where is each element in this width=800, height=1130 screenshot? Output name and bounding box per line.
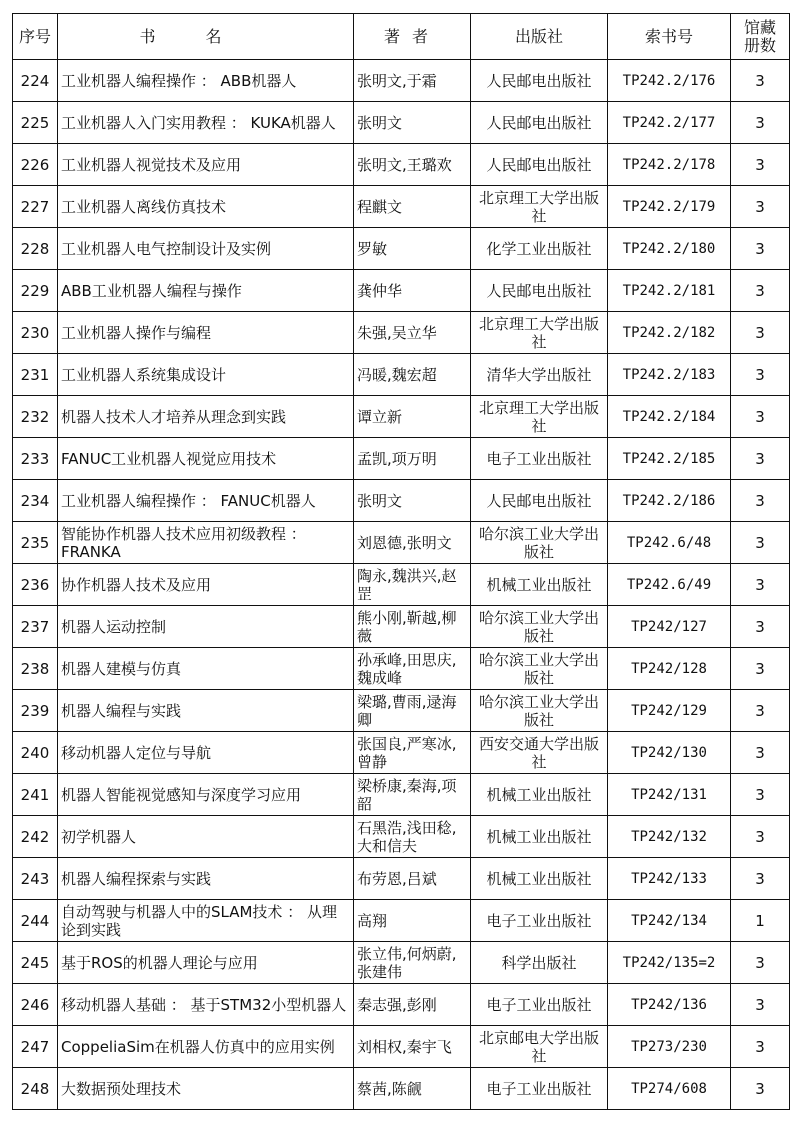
cell-publisher: 人民邮电出版社 — [471, 60, 608, 102]
cell-num: 230 — [13, 312, 58, 354]
cell-count: 3 — [731, 816, 790, 858]
cell-num: 239 — [13, 690, 58, 732]
cell-call-number: TP242.2/179 — [608, 186, 731, 228]
cell-count: 3 — [731, 102, 790, 144]
table-row — [13, 942, 790, 984]
cell-publisher: 北京理工大学出版社 — [471, 312, 608, 354]
cell-author: 谭立新 — [354, 396, 471, 438]
cell-count: 3 — [731, 522, 790, 564]
cell-publisher: 北京理工大学出版社 — [471, 396, 608, 438]
table-row — [13, 354, 790, 396]
cell-num: 228 — [13, 228, 58, 270]
cell-author: 张明文 — [354, 102, 471, 144]
cell-title: ABB工业机器人编程与操作 — [58, 270, 354, 312]
table-row — [13, 60, 790, 102]
table-row — [13, 480, 790, 522]
cell-publisher: 化学工业出版社 — [471, 228, 608, 270]
cell-count: 3 — [731, 564, 790, 606]
cell-num: 235 — [13, 522, 58, 564]
cell-call-number: TP242.2/186 — [608, 480, 731, 522]
cell-call-number: TP242.6/49 — [608, 564, 731, 606]
cell-publisher: 电子工业出版社 — [471, 984, 608, 1026]
cell-call-number: TP242.2/181 — [608, 270, 731, 312]
cell-title: 移动机器人基础 ： 基于STM32小型机器人 — [58, 984, 354, 1026]
cell-title: 移动机器人定位与导航 — [58, 732, 354, 774]
cell-count: 3 — [731, 648, 790, 690]
header-call-number: 索书号 — [608, 14, 731, 60]
cell-author: 张明文,于霜 — [354, 60, 471, 102]
cell-count: 3 — [731, 354, 790, 396]
cell-publisher: 电子工业出版社 — [471, 900, 608, 942]
cell-num: 245 — [13, 942, 58, 984]
header-publisher: 出版社 — [471, 14, 608, 60]
cell-publisher: 人民邮电出版社 — [471, 270, 608, 312]
cell-num: 225 — [13, 102, 58, 144]
cell-count: 3 — [731, 732, 790, 774]
cell-publisher: 人民邮电出版社 — [471, 480, 608, 522]
cell-title: 工业机器人视觉技术及应用 — [58, 144, 354, 186]
cell-num: 247 — [13, 1026, 58, 1068]
cell-author: 梁璐,曹雨,逯海卿 — [354, 690, 471, 732]
cell-call-number: TP242/130 — [608, 732, 731, 774]
cell-author: 孟凯,项万明 — [354, 438, 471, 480]
header-row — [13, 14, 790, 60]
cell-num: 246 — [13, 984, 58, 1026]
cell-title: 机器人运动控制 — [58, 606, 354, 648]
cell-count: 3 — [731, 858, 790, 900]
cell-call-number: TP242/133 — [608, 858, 731, 900]
cell-count: 1 — [731, 900, 790, 942]
cell-call-number: TP242.2/178 — [608, 144, 731, 186]
cell-author: 张明文,王璐欢 — [354, 144, 471, 186]
table-row — [13, 648, 790, 690]
cell-num: 224 — [13, 60, 58, 102]
cell-publisher: 电子工业出版社 — [471, 438, 608, 480]
table-row — [13, 1026, 790, 1068]
cell-call-number: TP274/608 — [608, 1068, 731, 1110]
cell-num: 232 — [13, 396, 58, 438]
cell-author: 张立伟,何炳蔚,张建伟 — [354, 942, 471, 984]
cell-count: 3 — [731, 774, 790, 816]
cell-publisher: 清华大学出版社 — [471, 354, 608, 396]
cell-publisher: 机械工业出版社 — [471, 774, 608, 816]
cell-call-number: TP242/129 — [608, 690, 731, 732]
cell-title: 基于ROS的机器人理论与应用 — [58, 942, 354, 984]
cell-call-number: TP242/132 — [608, 816, 731, 858]
table-row — [13, 816, 790, 858]
cell-author: 罗敏 — [354, 228, 471, 270]
table-row — [13, 1068, 790, 1110]
table-row — [13, 102, 790, 144]
header-author: 著者 — [354, 14, 471, 60]
cell-author: 张明文 — [354, 480, 471, 522]
cell-title: 机器人智能视觉感知与深度学习应用 — [58, 774, 354, 816]
table-row — [13, 270, 790, 312]
cell-num: 236 — [13, 564, 58, 606]
cell-author: 张国良,严寒冰,曾静 — [354, 732, 471, 774]
cell-call-number: TP242/135=2 — [608, 942, 731, 984]
cell-title: 工业机器人离线仿真技术 — [58, 186, 354, 228]
cell-call-number: TP242/134 — [608, 900, 731, 942]
cell-publisher: 西安交通大学出版社 — [471, 732, 608, 774]
cell-call-number: TP242/131 — [608, 774, 731, 816]
cell-title: 协作机器人技术及应用 — [58, 564, 354, 606]
cell-num: 229 — [13, 270, 58, 312]
table-row — [13, 522, 790, 564]
cell-num: 242 — [13, 816, 58, 858]
cell-publisher: 机械工业出版社 — [471, 858, 608, 900]
cell-num: 248 — [13, 1068, 58, 1110]
cell-author: 龚仲华 — [354, 270, 471, 312]
cell-publisher: 哈尔滨工业大学出版社 — [471, 690, 608, 732]
cell-title: 机器人技术人才培养从理念到实践 — [58, 396, 354, 438]
cell-title: 初学机器人 — [58, 816, 354, 858]
table-row — [13, 858, 790, 900]
cell-num: 243 — [13, 858, 58, 900]
cell-author: 程麒文 — [354, 186, 471, 228]
cell-author: 布劳恩,吕斌 — [354, 858, 471, 900]
cell-title: 工业机器人操作与编程 — [58, 312, 354, 354]
cell-title: 工业机器人入门实用教程 ： KUKA机器人 — [58, 102, 354, 144]
cell-author: 朱强,吴立华 — [354, 312, 471, 354]
table-row — [13, 396, 790, 438]
cell-count: 3 — [731, 480, 790, 522]
cell-count: 3 — [731, 228, 790, 270]
cell-num: 231 — [13, 354, 58, 396]
cell-call-number: TP242.2/176 — [608, 60, 731, 102]
cell-count: 3 — [731, 396, 790, 438]
cell-num: 234 — [13, 480, 58, 522]
cell-publisher: 机械工业出版社 — [471, 564, 608, 606]
cell-title: 工业机器人电气控制设计及实例 — [58, 228, 354, 270]
cell-count: 3 — [731, 312, 790, 354]
table-row — [13, 606, 790, 648]
cell-author: 熊小刚,靳越,柳薇 — [354, 606, 471, 648]
table-body — [13, 60, 790, 1110]
table-row — [13, 900, 790, 942]
header-count — [731, 14, 790, 60]
cell-call-number: TP242.6/48 — [608, 522, 731, 564]
table-row — [13, 228, 790, 270]
cell-count: 3 — [731, 942, 790, 984]
cell-call-number: TP242/136 — [608, 984, 731, 1026]
cell-num: 241 — [13, 774, 58, 816]
cell-num: 233 — [13, 438, 58, 480]
cell-num: 238 — [13, 648, 58, 690]
cell-call-number: TP242/128 — [608, 648, 731, 690]
table-row — [13, 438, 790, 480]
cell-count: 3 — [731, 270, 790, 312]
cell-title: 机器人编程与实践 — [58, 690, 354, 732]
cell-count: 3 — [731, 438, 790, 480]
cell-title: 机器人建模与仿真 — [58, 648, 354, 690]
book-catalog-table — [12, 13, 790, 1110]
cell-publisher: 科学出版社 — [471, 942, 608, 984]
cell-num: 227 — [13, 186, 58, 228]
cell-count: 3 — [731, 606, 790, 648]
cell-count: 3 — [731, 144, 790, 186]
cell-author: 梁桥康,秦海,项韶 — [354, 774, 471, 816]
table-row — [13, 144, 790, 186]
cell-count: 3 — [731, 690, 790, 732]
table-row — [13, 186, 790, 228]
cell-author: 石黑浩,浅田稔,大和信夫 — [354, 816, 471, 858]
cell-call-number: TP273/230 — [608, 1026, 731, 1068]
cell-call-number: TP242.2/185 — [608, 438, 731, 480]
cell-call-number: TP242.2/184 — [608, 396, 731, 438]
cell-title: 智能协作机器人技术应用初级教程 ： FRANKA — [58, 522, 354, 564]
cell-num: 237 — [13, 606, 58, 648]
cell-num: 226 — [13, 144, 58, 186]
table-row — [13, 984, 790, 1026]
cell-publisher: 北京理工大学出版社 — [471, 186, 608, 228]
cell-publisher: 人民邮电出版社 — [471, 144, 608, 186]
cell-author: 刘相权,秦宇飞 — [354, 1026, 471, 1068]
cell-num: 244 — [13, 900, 58, 942]
cell-count: 3 — [731, 60, 790, 102]
cell-call-number: TP242/127 — [608, 606, 731, 648]
header-title: 书名 — [58, 14, 354, 60]
cell-count: 3 — [731, 984, 790, 1026]
cell-call-number: TP242.2/183 — [608, 354, 731, 396]
cell-call-number: TP242.2/180 — [608, 228, 731, 270]
cell-publisher: 哈尔滨工业大学出版社 — [471, 648, 608, 690]
table-row — [13, 732, 790, 774]
cell-count: 3 — [731, 186, 790, 228]
cell-count: 3 — [731, 1068, 790, 1110]
cell-author: 秦志强,彭刚 — [354, 984, 471, 1026]
cell-author: 孙承峰,田思庆,魏成峰 — [354, 648, 471, 690]
cell-call-number: TP242.2/182 — [608, 312, 731, 354]
cell-publisher: 机械工业出版社 — [471, 816, 608, 858]
cell-publisher: 电子工业出版社 — [471, 1068, 608, 1110]
cell-title: 工业机器人编程操作 ： ABB机器人 — [58, 60, 354, 102]
cell-publisher: 人民邮电出版社 — [471, 102, 608, 144]
cell-title: CoppeliaSim在机器人仿真中的应用实例 — [58, 1026, 354, 1068]
table-row — [13, 564, 790, 606]
table-row — [13, 312, 790, 354]
cell-publisher: 哈尔滨工业大学出版社 — [471, 606, 608, 648]
cell-title: 机器人编程探索与实践 — [58, 858, 354, 900]
table-row — [13, 774, 790, 816]
cell-author: 高翔 — [354, 900, 471, 942]
cell-count: 3 — [731, 1026, 790, 1068]
cell-title: 工业机器人编程操作 ： FANUC机器人 — [58, 480, 354, 522]
cell-author: 蔡茜,陈觎 — [354, 1068, 471, 1110]
cell-title: 自动驾驶与机器人中的SLAM技术 ： 从理论到实践 — [58, 900, 354, 942]
cell-title: FANUC工业机器人视觉应用技术 — [58, 438, 354, 480]
table-row — [13, 690, 790, 732]
cell-publisher: 哈尔滨工业大学出版社 — [471, 522, 608, 564]
cell-call-number: TP242.2/177 — [608, 102, 731, 144]
cell-author: 冯暖,魏宏超 — [354, 354, 471, 396]
header-num: 序号 — [13, 14, 58, 60]
cell-publisher: 北京邮电大学出版社 — [471, 1026, 608, 1068]
header-count-label: 馆藏 册数 — [743, 17, 776, 55]
cell-author: 刘恩德,张明文 — [354, 522, 471, 564]
cell-num: 240 — [13, 732, 58, 774]
cell-title: 大数据预处理技术 — [58, 1068, 354, 1110]
cell-author: 陶永,魏洪兴,赵罡 — [354, 564, 471, 606]
cell-title: 工业机器人系统集成设计 — [58, 354, 354, 396]
